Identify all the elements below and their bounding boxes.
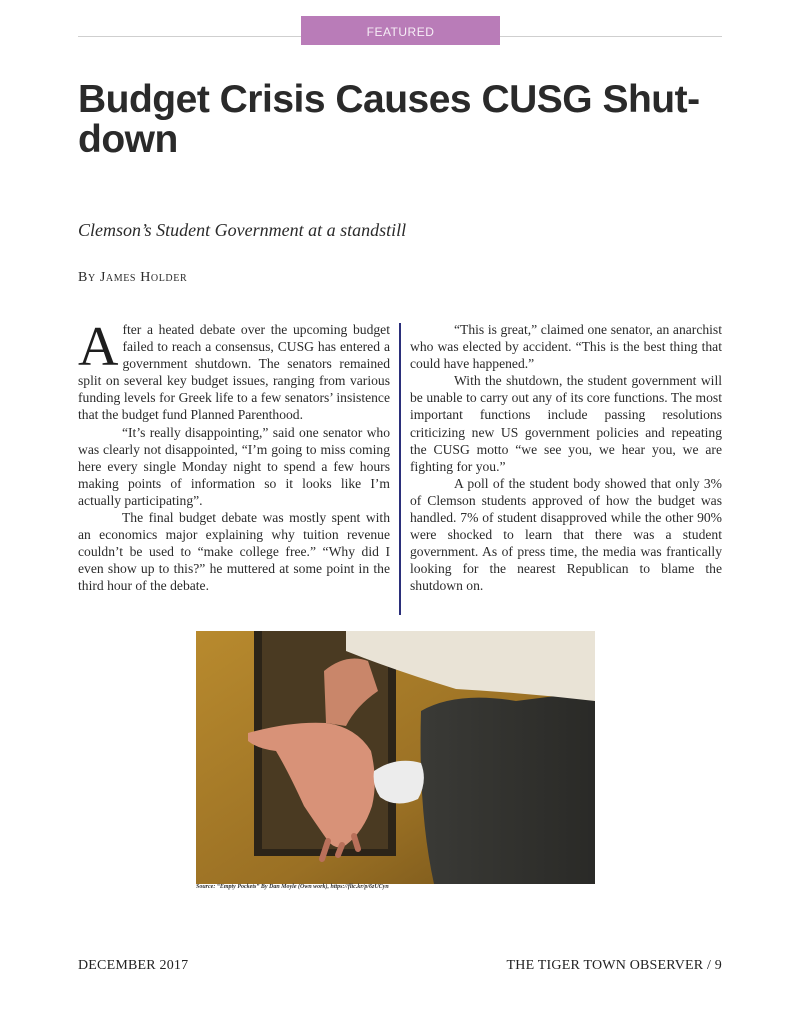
byline: By James Holder	[78, 270, 188, 285]
paragraph: The final budget debate was mostly spent with an economics major explaining why tuition revenue couldn’t be used to “make college free.” “Why did I even show up to this?” he muttered at some point in the third hour of the debate.	[78, 510, 390, 594]
article-column-2	[410, 321, 722, 595]
paragraph: After a heated debate over the upcoming budget failed to reach a consensus, CUSG has entered a government shutdown. The senators remained split on several key budget issues, ranging from various funding levels for Greek life to a few senators’ insistence that the budget fund Planned Parenthood.	[78, 316, 390, 423]
headline: Budget Crisis Causes CUSG Shut-down	[78, 78, 700, 161]
paragraph: “It’s really disappointing,” said one senator who was clearly not disappointed, “I’m going to miss coming here every single Monday night to spend a few hours making points of information so it looks like I’m actually participating”.	[78, 424, 390, 508]
column-divider	[399, 323, 401, 615]
footer-publication-page: THE TIGER TOWN OBSERVER / 9	[506, 958, 722, 973]
footer-date: DECEMBER 2017	[78, 958, 189, 973]
article-column-1	[78, 316, 390, 595]
section-tag: FEATURED	[301, 16, 500, 45]
drop-cap: A	[78, 316, 119, 378]
photo-caption: Source: “Empty Pockets” By Dan Moyle (Own work), https://flic.kr/p/6zUCyn	[196, 884, 389, 890]
subheadline: Clemson’s Student Government at a standstill	[78, 220, 407, 240]
paragraph: A poll of the student body showed that only 3% of Clemson students approved of how the budget was handled. 7% of student disapproved while the other 90% were shocked to learn that there was a student government. As of press time, the media was frantically looking for the nearest Republican to blame the shutdown on.	[410, 475, 722, 594]
article-photo	[196, 631, 595, 884]
paragraph: “This is great,” claimed one senator, an anarchist who was elected by accident. “This is the best thing that could have happened.”	[410, 322, 722, 372]
paragraph: With the shutdown, the student government will be unable to carry out any of its core functions. The most important functions include passing resolutions criticizing new US government policies and repeating the CUSG motto “we see you, we hear you, we are fighting for you.”	[410, 373, 722, 474]
